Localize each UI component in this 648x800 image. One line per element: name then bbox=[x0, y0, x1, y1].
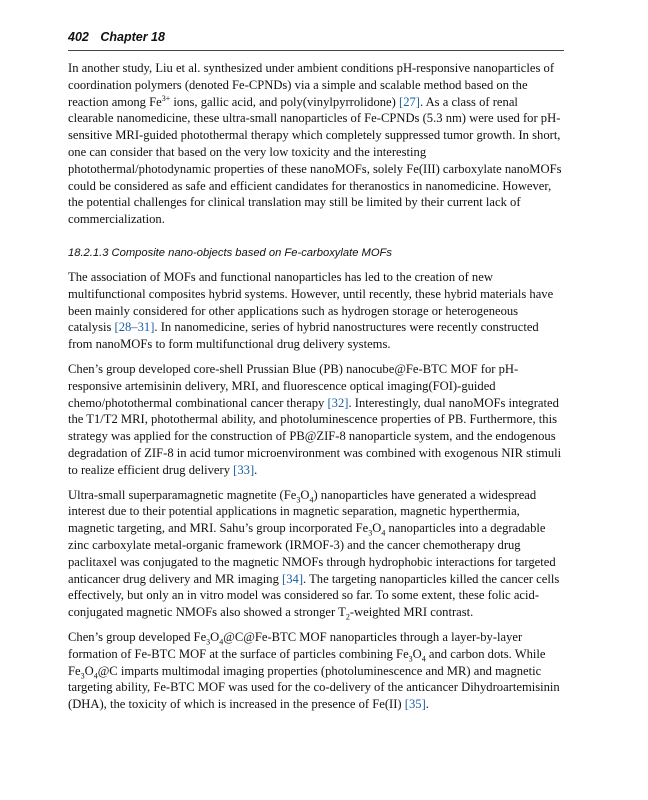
subscript: 4 bbox=[421, 654, 426, 664]
page-number: 402 bbox=[68, 30, 89, 44]
header-rule bbox=[68, 50, 564, 51]
text: O bbox=[300, 487, 310, 502]
subscript: 3 bbox=[206, 637, 211, 647]
citation-link[interactable]: [28–31] bbox=[114, 320, 155, 335]
superscript: 3+ bbox=[161, 93, 171, 103]
text: ) nanoparticles have generated a widespread interest due to their potential applications in magnetic separation, magnetic hyperthermia, magnetic targeting, and MRI. Sahu’s group incorporated Fe bbox=[68, 487, 537, 536]
section-heading: 18.2.1.3 Composite nano-objects based on Fe-carboxylate MOFs bbox=[68, 246, 392, 259]
subscript: 4 bbox=[219, 637, 224, 647]
subscript: 4 bbox=[381, 528, 386, 538]
text: . bbox=[425, 697, 429, 712]
text: Chen’s group developed core-shell Prussian Blue (PB) nanocube@Fe-BTC MOF for pH-responsive artemisinin delivery, MRI, and fluorescence optical imaging(FOI)-guided chemo/photothermal combinational cancer therapy bbox=[68, 361, 519, 410]
text: and carbon dots. While Fe bbox=[68, 646, 546, 678]
citation-link[interactable]: [27] bbox=[399, 94, 420, 109]
text: . bbox=[254, 462, 258, 477]
text: . The targeting nanoparticles killed the cancer cells effectively, but only an in vitro model was considered so far. To some extent, these folic acid-conjugated magnetic NMOFs also showed a stronger T bbox=[68, 571, 560, 620]
subscript: 2 bbox=[345, 612, 350, 622]
paragraph-fe3o4-carbon bbox=[68, 629, 564, 713]
text: @C imparts multimodal imaging properties (photoluminescence and MR) and magnetic targeting ability, Fe-BTC MOF was used for the co-delivery of the anticancer Dihydroartemisinin (DHA), the toxicity of which is increased in the presence of Fe(II) bbox=[68, 663, 560, 712]
paragraph-magnetite bbox=[68, 487, 564, 621]
text: . In nanomedicine, series of hybrid nanostructures were recently constructed from nanoMOFs to form multifunctional drug delivery systems. bbox=[68, 320, 539, 352]
text: O bbox=[412, 646, 422, 661]
citation-link[interactable]: [35] bbox=[404, 697, 426, 712]
text: O bbox=[372, 521, 382, 536]
subscript: 3 bbox=[80, 671, 85, 681]
text: -weighted MRI contrast. bbox=[349, 605, 474, 620]
text: Ultra-small superparamagnetic magnetite (Fe bbox=[68, 487, 297, 502]
subscript: 3 bbox=[296, 495, 301, 505]
text: . As a class of renal clearable nanomedicine, these ultra-small nanoparticles of Fe-CPNDs (5.3 nm) were used for pH-sensitive MRI-guided photothermal therapy which completely suppressed tumor growth. In short, one can consider that based on the very low toxicity and the interesting photothermal/photodynamic properties of these nanoMOFs, solely Fe(III) carboxylate nanoMOFs could be considered as safe and efficient candidates for theranostics in nanomedicine. However, the potential challenges for clinical translation may still be limited by their current lack of commercialization. bbox=[68, 94, 562, 227]
paragraph-liu-fe-cpnds bbox=[68, 60, 564, 228]
text: @C@Fe-BTC MOF nanoparticles through a layer-by-layer formation of Fe-BTC MOF at the surface of particles combining Fe bbox=[68, 629, 523, 661]
citation-link[interactable]: [32] bbox=[327, 395, 349, 410]
paragraph-mof-composites bbox=[68, 269, 564, 353]
paragraph-prussian-blue bbox=[68, 361, 564, 479]
text: O bbox=[210, 629, 220, 644]
text: O bbox=[84, 663, 94, 678]
chapter-title: Chapter 18 bbox=[100, 30, 165, 44]
running-header bbox=[68, 30, 564, 44]
subscript: 4 bbox=[309, 495, 314, 505]
citation-link[interactable]: [33] bbox=[233, 462, 255, 477]
citation-link[interactable]: [34] bbox=[282, 571, 304, 586]
text: Chen’s group developed Fe bbox=[68, 629, 207, 644]
text: In another study, Liu et al. synthesized under ambient conditions pH-responsive nanoparticles of coordination polymers (denoted Fe-CPNDs) via a simple and scalable method based on the reaction among Fe bbox=[68, 61, 555, 109]
text: . Interestingly, dual nanoMOFs integrated the T1/T2 MRI, photothermal ability, and photoluminescence properties of PB. Furthermore, this strategy was applied for the construction of PB@ZIF-8 nanoparticle system, and the endogenous degradation of ZIF-8 in acid tumor microenvironment was combined with exogenous NIR stimuli to realize efficient drug delivery bbox=[68, 395, 562, 477]
subscript: 3 bbox=[368, 528, 373, 538]
text: nanoparticles into a degradable zinc carboxylate metal-organic framework (IRMOF-3) and the cancer chemotherapy drug paclitaxel was conjugated to the magnetic NMOFs through hydrophobic interactions for targeted anticancer drug delivery and MR imaging bbox=[68, 521, 556, 586]
text: ions, gallic acid, and poly(vinylpyrrolidone) bbox=[170, 94, 399, 109]
subscript: 4 bbox=[93, 671, 98, 681]
text: The association of MOFs and functional nanoparticles has led to the creation of new multifunctional composites hybrid systems. However, until recently, these hybrid materials have been mainly considered for other applications such as hydrogen storage or heterogeneous catalysis bbox=[68, 269, 554, 335]
body-text bbox=[68, 60, 564, 721]
subscript: 3 bbox=[408, 654, 413, 664]
